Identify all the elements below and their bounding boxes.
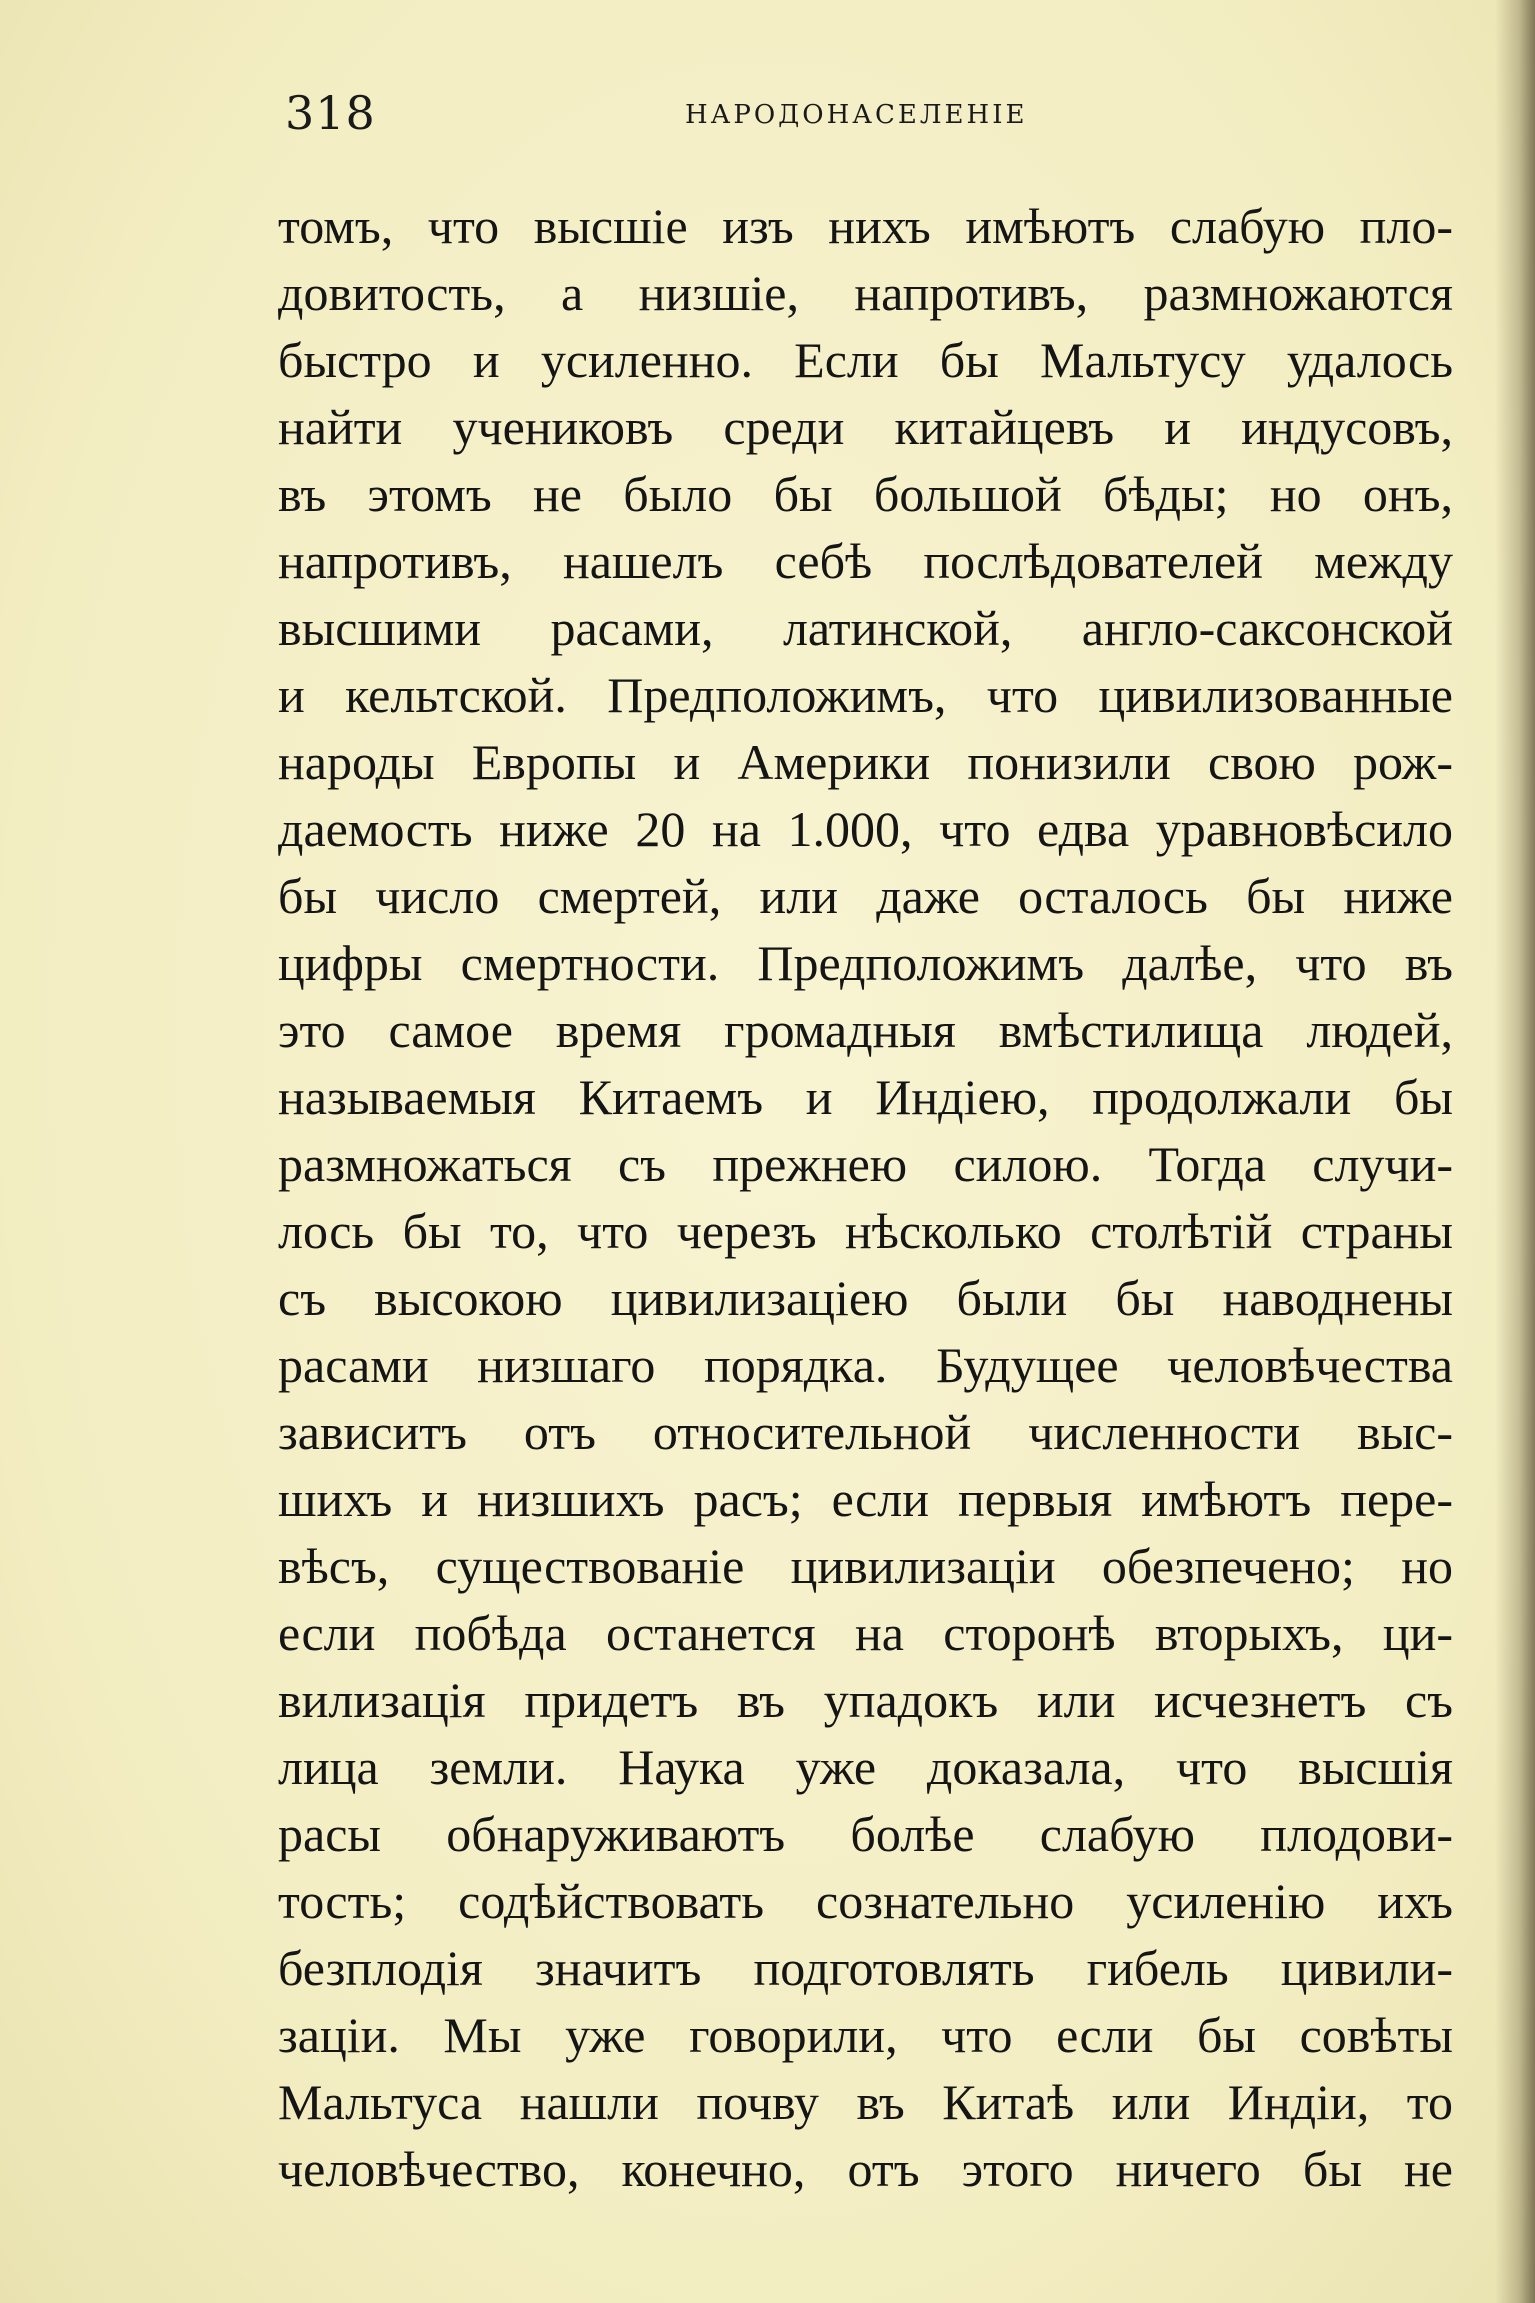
text-line: Мальтуса нашли почву въ Китаѣ или Индіи, то	[278, 2074, 1453, 2130]
page-header	[285, 86, 1450, 146]
text-line: заціи. Мы уже говорили, что если бы совѣты	[278, 2007, 1453, 2063]
text-line: быстро и усиленно. Если бы Мальтусу удалось	[278, 332, 1453, 388]
text-line: бы число смертей, или даже осталось бы ниже	[278, 868, 1453, 924]
text-line: народы Европы и Америки понизили свою рож-	[278, 734, 1453, 790]
text-line: расами низшаго порядка. Будущее человѣчества	[278, 1337, 1453, 1393]
text-line: томъ, что высшіе изъ нихъ имѣютъ слабую пло-	[278, 198, 1453, 254]
text-line: расы обнаруживаютъ болѣе слабую плодови-	[278, 1806, 1453, 1862]
text-line: напротивъ, нашелъ себѣ послѣдователей между	[278, 533, 1453, 589]
text-line: найти учениковъ среди китайцевъ и индусовъ,	[278, 399, 1453, 455]
text-line: тость; содѣйствовать сознательно усиленію ихъ	[278, 1873, 1453, 1929]
text-line: и кельтской. Предположимъ, что цивилизованные	[278, 667, 1453, 723]
page-number: 318	[285, 86, 376, 140]
body-text	[278, 193, 1453, 2203]
text-line: вилизація придетъ въ упадокъ или исчезнетъ съ	[278, 1672, 1453, 1728]
text-line: называемыя Китаемъ и Индіею, продолжали бы	[278, 1069, 1453, 1125]
text-line: съ высокою цивилизаціею были бы наводнены	[278, 1270, 1453, 1326]
running-head: НАРОДОНАСЕЛЕНІЕ	[685, 100, 1028, 130]
text-line: цифры смертности. Предположимъ далѣе, что въ	[278, 935, 1453, 991]
text-line: человѣчество, конечно, отъ этого ничего бы не	[278, 2141, 1453, 2197]
text-line: зависитъ отъ относительной численности выс-	[278, 1404, 1453, 1460]
text-line: довитость, а низшіе, напротивъ, размножаются	[278, 265, 1453, 321]
text-line: лось бы то, что черезъ нѣсколько столѣтій страны	[278, 1203, 1453, 1259]
page-gutter-shadow	[1495, 0, 1535, 2303]
text-line: безплодія значитъ подготовлять гибель цивили-	[278, 1940, 1453, 1996]
text-line: лица земли. Наука уже доказала, что высшія	[278, 1739, 1453, 1795]
text-line: шихъ и низшихъ расъ; если первыя имѣютъ пере-	[278, 1471, 1453, 1527]
text-line: если побѣда останется на сторонѣ вторыхъ, ци-	[278, 1605, 1453, 1661]
text-line: въ этомъ не было бы большой бѣды; но онъ,	[278, 466, 1453, 522]
text-line: вѣсъ, существованіе цивилизаціи обезпечено; но	[278, 1538, 1453, 1594]
text-line: это самое время громадныя вмѣстилища людей,	[278, 1002, 1453, 1058]
text-line: размножаться съ прежнею силою. Тогда случи-	[278, 1136, 1453, 1192]
text-line: высшими расами, латинской, англо-саксонской	[278, 600, 1453, 656]
text-line: даемость ниже 20 на 1.000, что едва уравновѣсило	[278, 801, 1453, 857]
